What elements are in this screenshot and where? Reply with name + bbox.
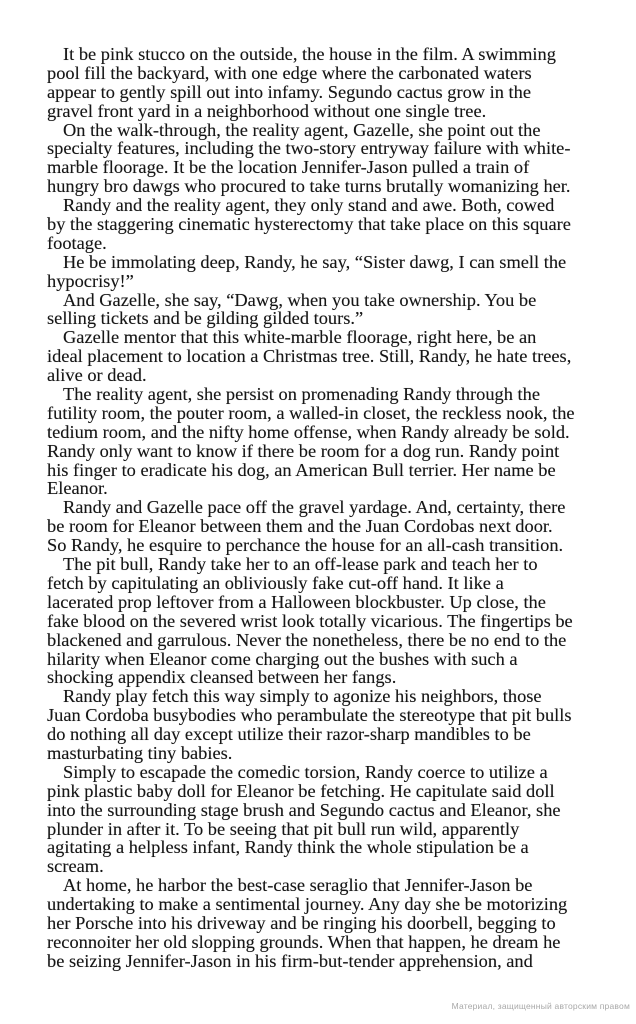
text-line: The pit bull, Randy take her to an off-lease park and teach her to bbox=[63, 554, 538, 575]
text-line: At home, he harbor the best-case seraglio that Jennifer-Jason be bbox=[63, 875, 533, 896]
text-line: appear to gently spill out into infamy. Segundo cactus grow in the bbox=[47, 81, 532, 102]
text-line: masturbating tiny babies. bbox=[47, 742, 233, 763]
text-line: fetch by capitulating an obliviously fake cut-off hand. It like a bbox=[47, 572, 504, 593]
text-line: footage. bbox=[47, 232, 107, 253]
text-block bbox=[47, 45, 603, 971]
text-line: alive or dead. bbox=[47, 365, 147, 386]
text-line: Simply to escapade the comedic torsion, Randy coerce to utilize a bbox=[63, 761, 548, 782]
text-line: fake blood on the severed wrist look totally vicarious. The fingertips be bbox=[47, 610, 573, 631]
copyright-watermark: Материал, защищенный авторским правом bbox=[451, 1001, 630, 1011]
text-line: be room for Eleanor between them and the Juan Cordobas next door. bbox=[47, 516, 553, 537]
text-line: pink plastic baby doll for Eleanor be fetching. He capitulate said doll bbox=[47, 780, 555, 801]
text-line: tedium room, and the nifty home offense, when Randy already be sold. bbox=[47, 421, 570, 442]
text-line: undertaking to make a sentimental journey. Any day she be motorizing bbox=[47, 894, 568, 915]
text-line: Randy and Gazelle pace off the gravel yardage. And, certainty, there bbox=[63, 497, 566, 518]
text-line: pool fill the backyard, with one edge where the carbonated waters bbox=[47, 62, 532, 83]
text-line: hilarity when Eleanor come charging out the bushes with such a bbox=[47, 648, 518, 669]
text-line: Gazelle mentor that this white-marble floorage, right here, be an bbox=[63, 327, 537, 348]
text-line: lacerated prop leftover from a Halloween blockbuster. Up close, the bbox=[47, 591, 546, 612]
text-line: It be pink stucco on the outside, the house in the film. A swimming bbox=[63, 44, 556, 64]
text-line: And Gazelle, she say, “Dawg, when you take ownership. You be bbox=[63, 289, 537, 310]
text-line: The reality agent, she persist on promenading Randy through the bbox=[63, 384, 541, 405]
text-line: his finger to eradicate his dog, an American Bull terrier. Her name be bbox=[47, 459, 556, 480]
text-line: Randy play fetch this way simply to agonize his neighbors, those bbox=[63, 686, 542, 707]
text-line: her Porsche into his driveway and be ringing his doorbell, begging to bbox=[47, 912, 556, 933]
text-line: scream. bbox=[47, 856, 104, 877]
text-line: Eleanor. bbox=[47, 478, 108, 499]
text-line: He be immolating deep, Randy, he say, “Sister dawg, I can smell the bbox=[63, 251, 567, 272]
text-line: be seizing Jennifer-Jason in his firm-but-tender apprehension, and bbox=[47, 950, 533, 971]
text-line: futility room, the pouter room, a walled-in closet, the reckless nook, the bbox=[47, 402, 575, 423]
text-line: gravel front yard in a neighborhood without one single tree. bbox=[47, 100, 487, 121]
text-line: plunder in after it. To be seeing that pit bull run wild, apparently bbox=[47, 818, 520, 839]
text-line: do nothing all day except utilize their razor-sharp mandibles to be bbox=[47, 724, 531, 745]
text-line: by the staggering cinematic hysterectomy that take place on this square bbox=[47, 214, 571, 235]
text-line: Randy only want to know if there be room for a dog run. Randy point bbox=[47, 440, 560, 461]
text-line: specialty features, including the two-story entryway failure with white- bbox=[47, 138, 571, 159]
text-line: into the surrounding stage brush and Segundo cactus and Eleanor, she bbox=[47, 799, 561, 820]
text-line: agitating a helpless infant, Randy think the whole stipulation be a bbox=[47, 837, 529, 858]
text-line: marble floorage. It be the location Jennifer-Jason pulled a train of bbox=[47, 157, 530, 178]
text-line: reconnoiter her old slopping grounds. When that happen, he dream he bbox=[47, 931, 561, 952]
text-line: shocking appendix cleansed between her fangs. bbox=[47, 667, 397, 688]
text-line: Randy and the reality agent, they only stand and awe. Both, cowed bbox=[63, 195, 555, 216]
text-line: On the walk-through, the reality agent, Gazelle, she point out the bbox=[63, 119, 541, 140]
text-line: selling tickets and be gilding gilded tours.” bbox=[47, 308, 364, 329]
text-line: hungry bro dawgs who procured to take turns brutally womanizing her. bbox=[47, 176, 571, 197]
text-line: Juan Cordoba busybodies who perambulate the stereotype that pit bulls bbox=[47, 705, 572, 726]
text-line: ideal placement to location a Christmas tree. Still, Randy, he hate trees, bbox=[47, 346, 572, 367]
text-line: blackened and garrulous. Never the nonetheless, there be no end to the bbox=[47, 629, 567, 650]
text-line: hypocrisy!” bbox=[47, 270, 134, 291]
text-line: So Randy, he esquire to perchance the house for an all-cash transition. bbox=[47, 535, 564, 556]
